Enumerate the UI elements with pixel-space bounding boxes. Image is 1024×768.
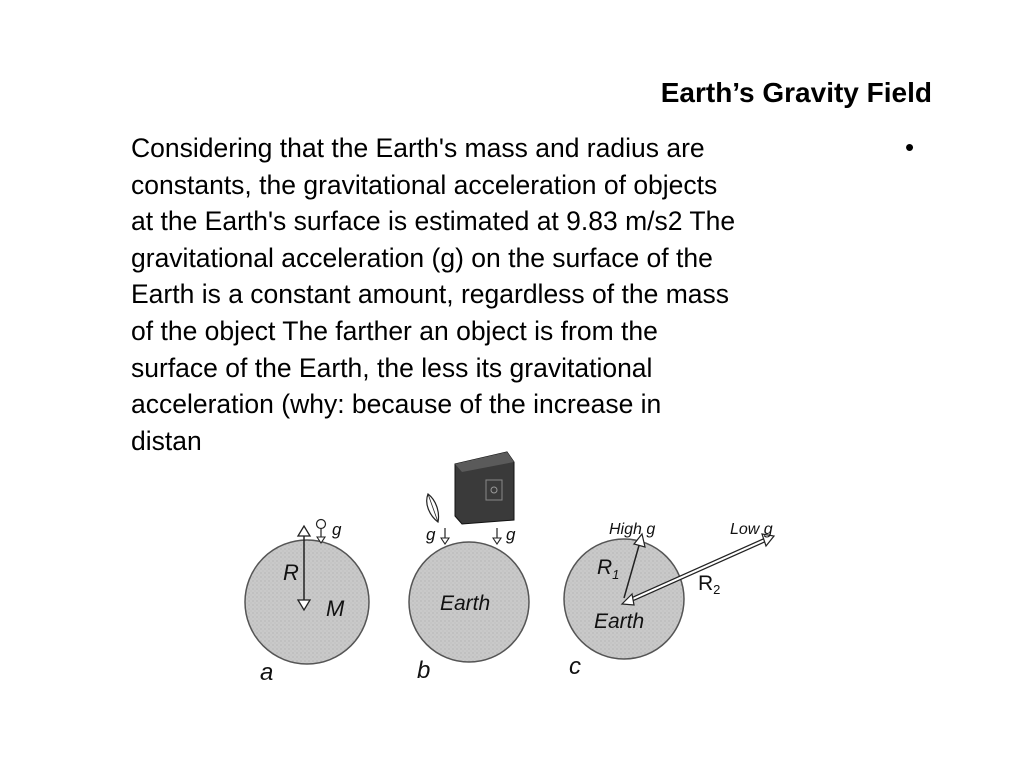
panel-a (245, 520, 369, 687)
slide-title: Earth’s Gravity Field (660, 77, 932, 108)
g-arrow-head-b-left (441, 538, 449, 544)
r-label-a: R (283, 560, 299, 585)
g-arrow-head-b-right (493, 538, 501, 544)
g-label-a: g (332, 520, 342, 539)
high-g-label: High g (609, 521, 656, 538)
gravity-figure-svg (212, 424, 795, 688)
panel-c (564, 521, 774, 680)
radius-arrow-head-up (298, 526, 310, 536)
low-g-label: Low g (730, 521, 773, 538)
gravity-figure (212, 424, 795, 688)
panel-b (409, 452, 529, 684)
body-line: surface of the Earth, the less its gravitational (131, 352, 653, 383)
body-line: constants, the gravitational acceleration of objects (131, 169, 718, 200)
body-line: gravitational acceleration (g) on the surface of the (131, 242, 713, 273)
earth-label-b: Earth (440, 592, 491, 615)
panel-letter-c: c (569, 653, 581, 680)
r2-label: R2 (698, 572, 721, 597)
bullet-marker: • (905, 132, 915, 162)
body-paragraph (131, 130, 921, 459)
heavy-box (455, 452, 514, 524)
feather-icon (427, 494, 439, 522)
body-line: acceleration (why: because of the increase in (131, 389, 662, 420)
test-mass-a (317, 520, 326, 529)
r1-label: $R_1$ (597, 556, 620, 582)
m-label-a: M (326, 596, 345, 621)
panel-letter-b: b (417, 657, 431, 684)
g-label-b-right: g (506, 525, 516, 544)
body-line: Earth is a constant amount, regardless of the mass (131, 279, 730, 310)
body-line: distan (131, 425, 202, 456)
body-line: at the Earth's surface is estimated at 9.83 m/s2 The (131, 206, 736, 237)
g-label-b-left: g (426, 525, 436, 544)
earth-label-c: Earth (594, 610, 645, 633)
earth-disk-c (564, 539, 684, 659)
body-line: Considering that the Earth's mass and radius are (131, 133, 705, 163)
panel-letter-a: a (260, 659, 274, 686)
body-line: of the object The farther an object is from the (131, 315, 658, 346)
